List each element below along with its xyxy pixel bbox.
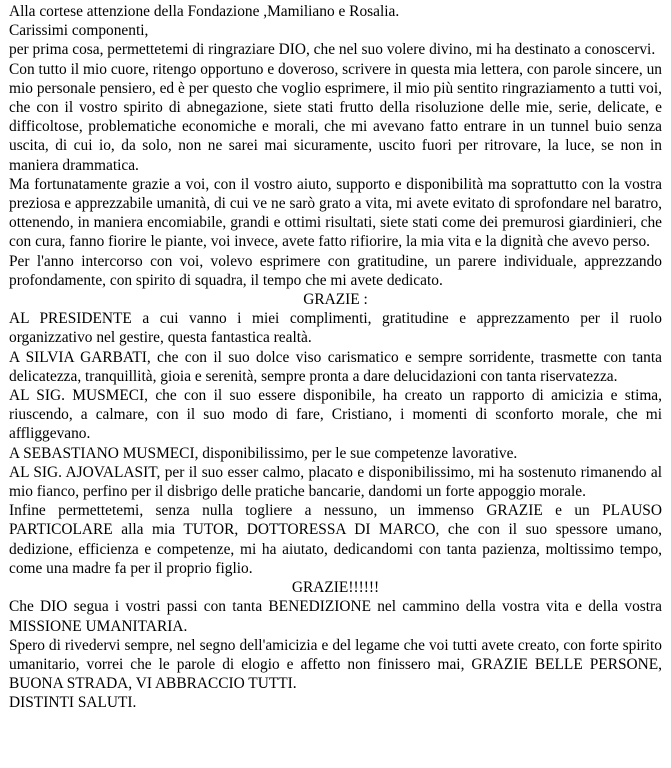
greeting: Carissimi componenti,: [9, 22, 149, 40]
paragraph-support: Ma fortunatamente grazie a voi, con il vostro aiuto, supporto e disponibilità ma soprattutto con la vostra preziosa e apprezzabile umanità, di cui ve ne sarò grato a vita, mi avete evitato di sprofondare nel baratro, ottenendo, in maniera encomiabile, grandi e ottimi risultati, siete stati come dei premurosi giardinieri, che con cura, fanno fiorire le piante, voi invece, avete fatto rifiorire, la mia vita e la dignità che avevo perso.: [9, 175, 662, 251]
thanks-tutor: Infine permettetemi, senza nulla togliere a nessuno, un immenso GRAZIE e un PLAUSO PARTICOLARE alla mia TUTOR, DOTTORESSA DI MARCO, che con il suo spessore umano, dedizione, efficienza e competenze, mi ha aiutato, dedicandomi con tanta pazienza, moltissimo tempo, come una madre fa per il proprio figlio.: [9, 502, 662, 577]
sign-off: DISTINTI SALUTI.: [9, 694, 137, 712]
thanks-sebastiano-musmeci: A SEBASTIANO MUSMECI, disponibilissimo, per le sue competenze lavorative.: [9, 444, 518, 462]
blessing-paragraph: Che DIO segua i vostri passi con tanta BENEDIZIONE nel cammino della vostra vita e della vostra MISSIONE UMANITARIA.: [9, 598, 662, 635]
thanks-musmeci: AL SIG. MUSMECI, che con il suo essere disponibile, ha creato un rapporto di amicizia e stima, riuscendo, a calmare, con il suo modo di fare, Cristiano, i momenti di sconforto morale, che mi affliggevano.: [9, 387, 662, 443]
salutation-address: Alla cortese attenzione della Fondazione ,Mamiliano e Rosalia.: [9, 3, 400, 20]
paragraph-opening: per prima cosa, permettetemi di ringraziare DIO, che nel suo volere divino, mi ha destinato a conoscervi.: [9, 41, 656, 59]
thanks-silvia-garbati: A SILVIA GARBATI, che con il suo dolce viso carismatico e sempre sorridente, trasmette con tanta delicatezza, tranquillità, gioia e serenità, sempre pronta a dare delucidazioni con tanta riservatezza.: [9, 348, 662, 385]
closing-paragraph: Spero di rivedervi sempre, nel segno dell'amicizia e del legame che voi tutti avete creato, con forte spirito umanitario, vorrei che le parole di elogio e affetto non finissero mai, GRAZIE BELLE PERSONE, BUONA STRADA, VI ABBRACCIO TUTTI.: [9, 636, 662, 693]
thanks-ajovalasit: AL SIG. AJOVALASIT, per il suo esser calmo, placato e disponibilissimo, mi ha sostenuto rimanendo al mio fianco, perfino per il disbrigo delle pratiche bancarie, dandomi un forte appoggio morale.: [9, 463, 662, 501]
paragraph-gratitude: Con tutto il mio cuore, ritengo opportuno e doveroso, scrivere in questa mia lettera, con parole sincere, un mio personale pensiero, ed è per questo che voglio esprimere, il mio più sentito ringraziamento a tutti voi, che con il vostro spirito di abnegazione, siete stati frutto della risoluzione delle mie, serie, delicate, e difficoltose, problematiche economiche e morali, che mi avevano fatto entrare in un tunnel buio senza uscita, di cui io, da solo, non ne sarei mai sicuramente, uscito fuori per ritrovare, la luce, se non in maniera drammatica.: [9, 60, 662, 174]
heading-grazie: GRAZIE :: [303, 291, 368, 309]
heading-grazie-final: GRAZIE!!!!!!: [291, 579, 380, 597]
thanks-president: AL PRESIDENTE a cui vanno i miei complimenti, gratitudine e apprezzamento per il ruolo organizzativo nel gestire, questa fantastica realtà.: [9, 310, 662, 347]
paragraph-year: Per l'anno intercorso con voi, volevo esprimere con gratitudine, un parere individuale, apprezzando profondamente, con spirito di squadra, il tempo che mi avete dedicato.: [9, 252, 662, 289]
